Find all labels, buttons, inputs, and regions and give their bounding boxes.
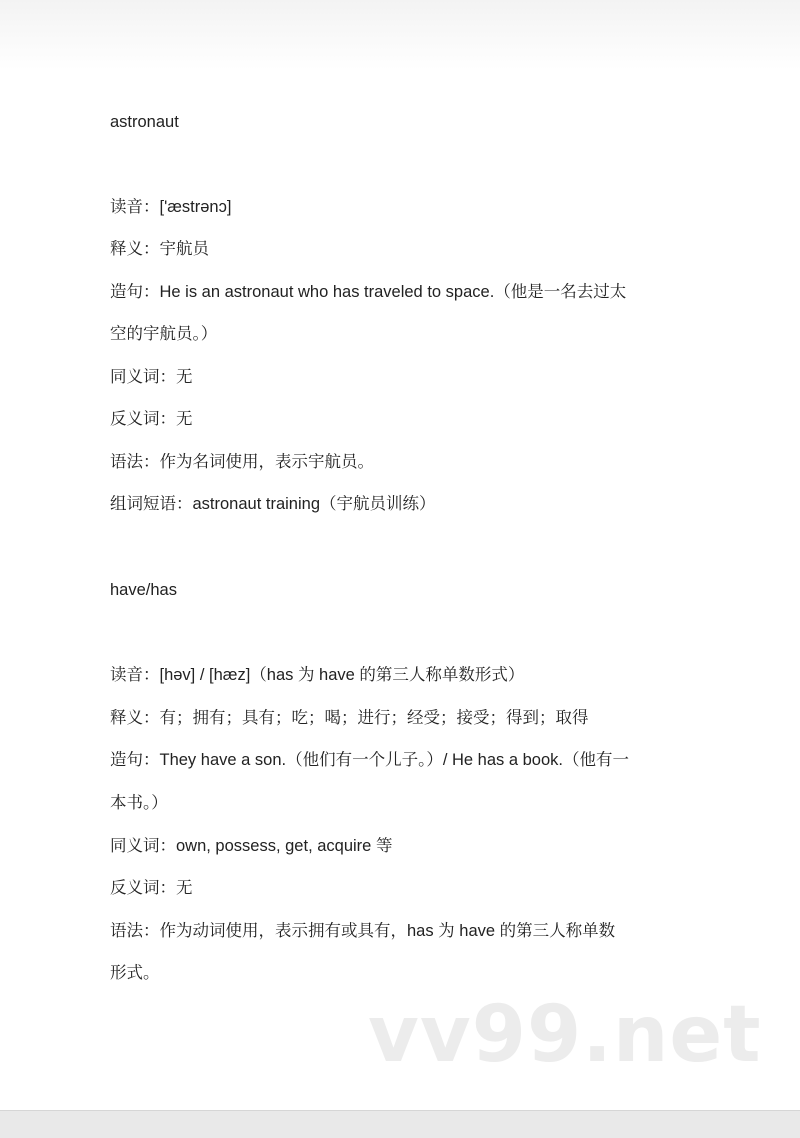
phrase-line: 组词短语：astronaut training（宇航员训练） [110, 495, 436, 513]
watermark: vv99.net [368, 990, 762, 1080]
entry-word: have/has [110, 581, 177, 599]
meaning-line: 释义：有；拥有；具有；吃；喝；进行；经受；接受；得到；取得 [110, 709, 589, 727]
example-line: 造句：He is an astronaut who has traveled to space.（他是一名去过太 [110, 283, 627, 301]
antonym-line: 反义词：无 [110, 410, 193, 428]
grammar-line-continued: 形式。 [110, 964, 160, 982]
antonym-line: 反义词：无 [110, 879, 193, 897]
meaning-line: 释义：宇航员 [110, 240, 209, 258]
example-line: 造句：They have a son.（他们有一个儿子。）/ He has a book.（他有一 [110, 751, 629, 769]
entry-word: astronaut [110, 113, 179, 131]
page-top-shade [0, 0, 800, 70]
page-bottom-bar [0, 1110, 800, 1138]
synonym-line: 同义词：无 [110, 368, 193, 386]
example-line-continued: 空的宇航员。） [110, 325, 218, 343]
grammar-line: 语法：作为名词使用，表示宇航员。 [110, 453, 374, 471]
pronunciation-line: 读音：['æstrənɔ] [110, 198, 232, 216]
synonym-line: 同义词：own, possess, get, acquire 等 [110, 837, 393, 855]
grammar-line: 语法：作为动词使用，表示拥有或具有，has 为 have 的第三人称单数 [110, 922, 616, 940]
example-line-continued: 本书。） [110, 794, 168, 812]
pronunciation-line: 读音：[həv] / [hæz]（has 为 have 的第三人称单数形式） [110, 666, 525, 684]
